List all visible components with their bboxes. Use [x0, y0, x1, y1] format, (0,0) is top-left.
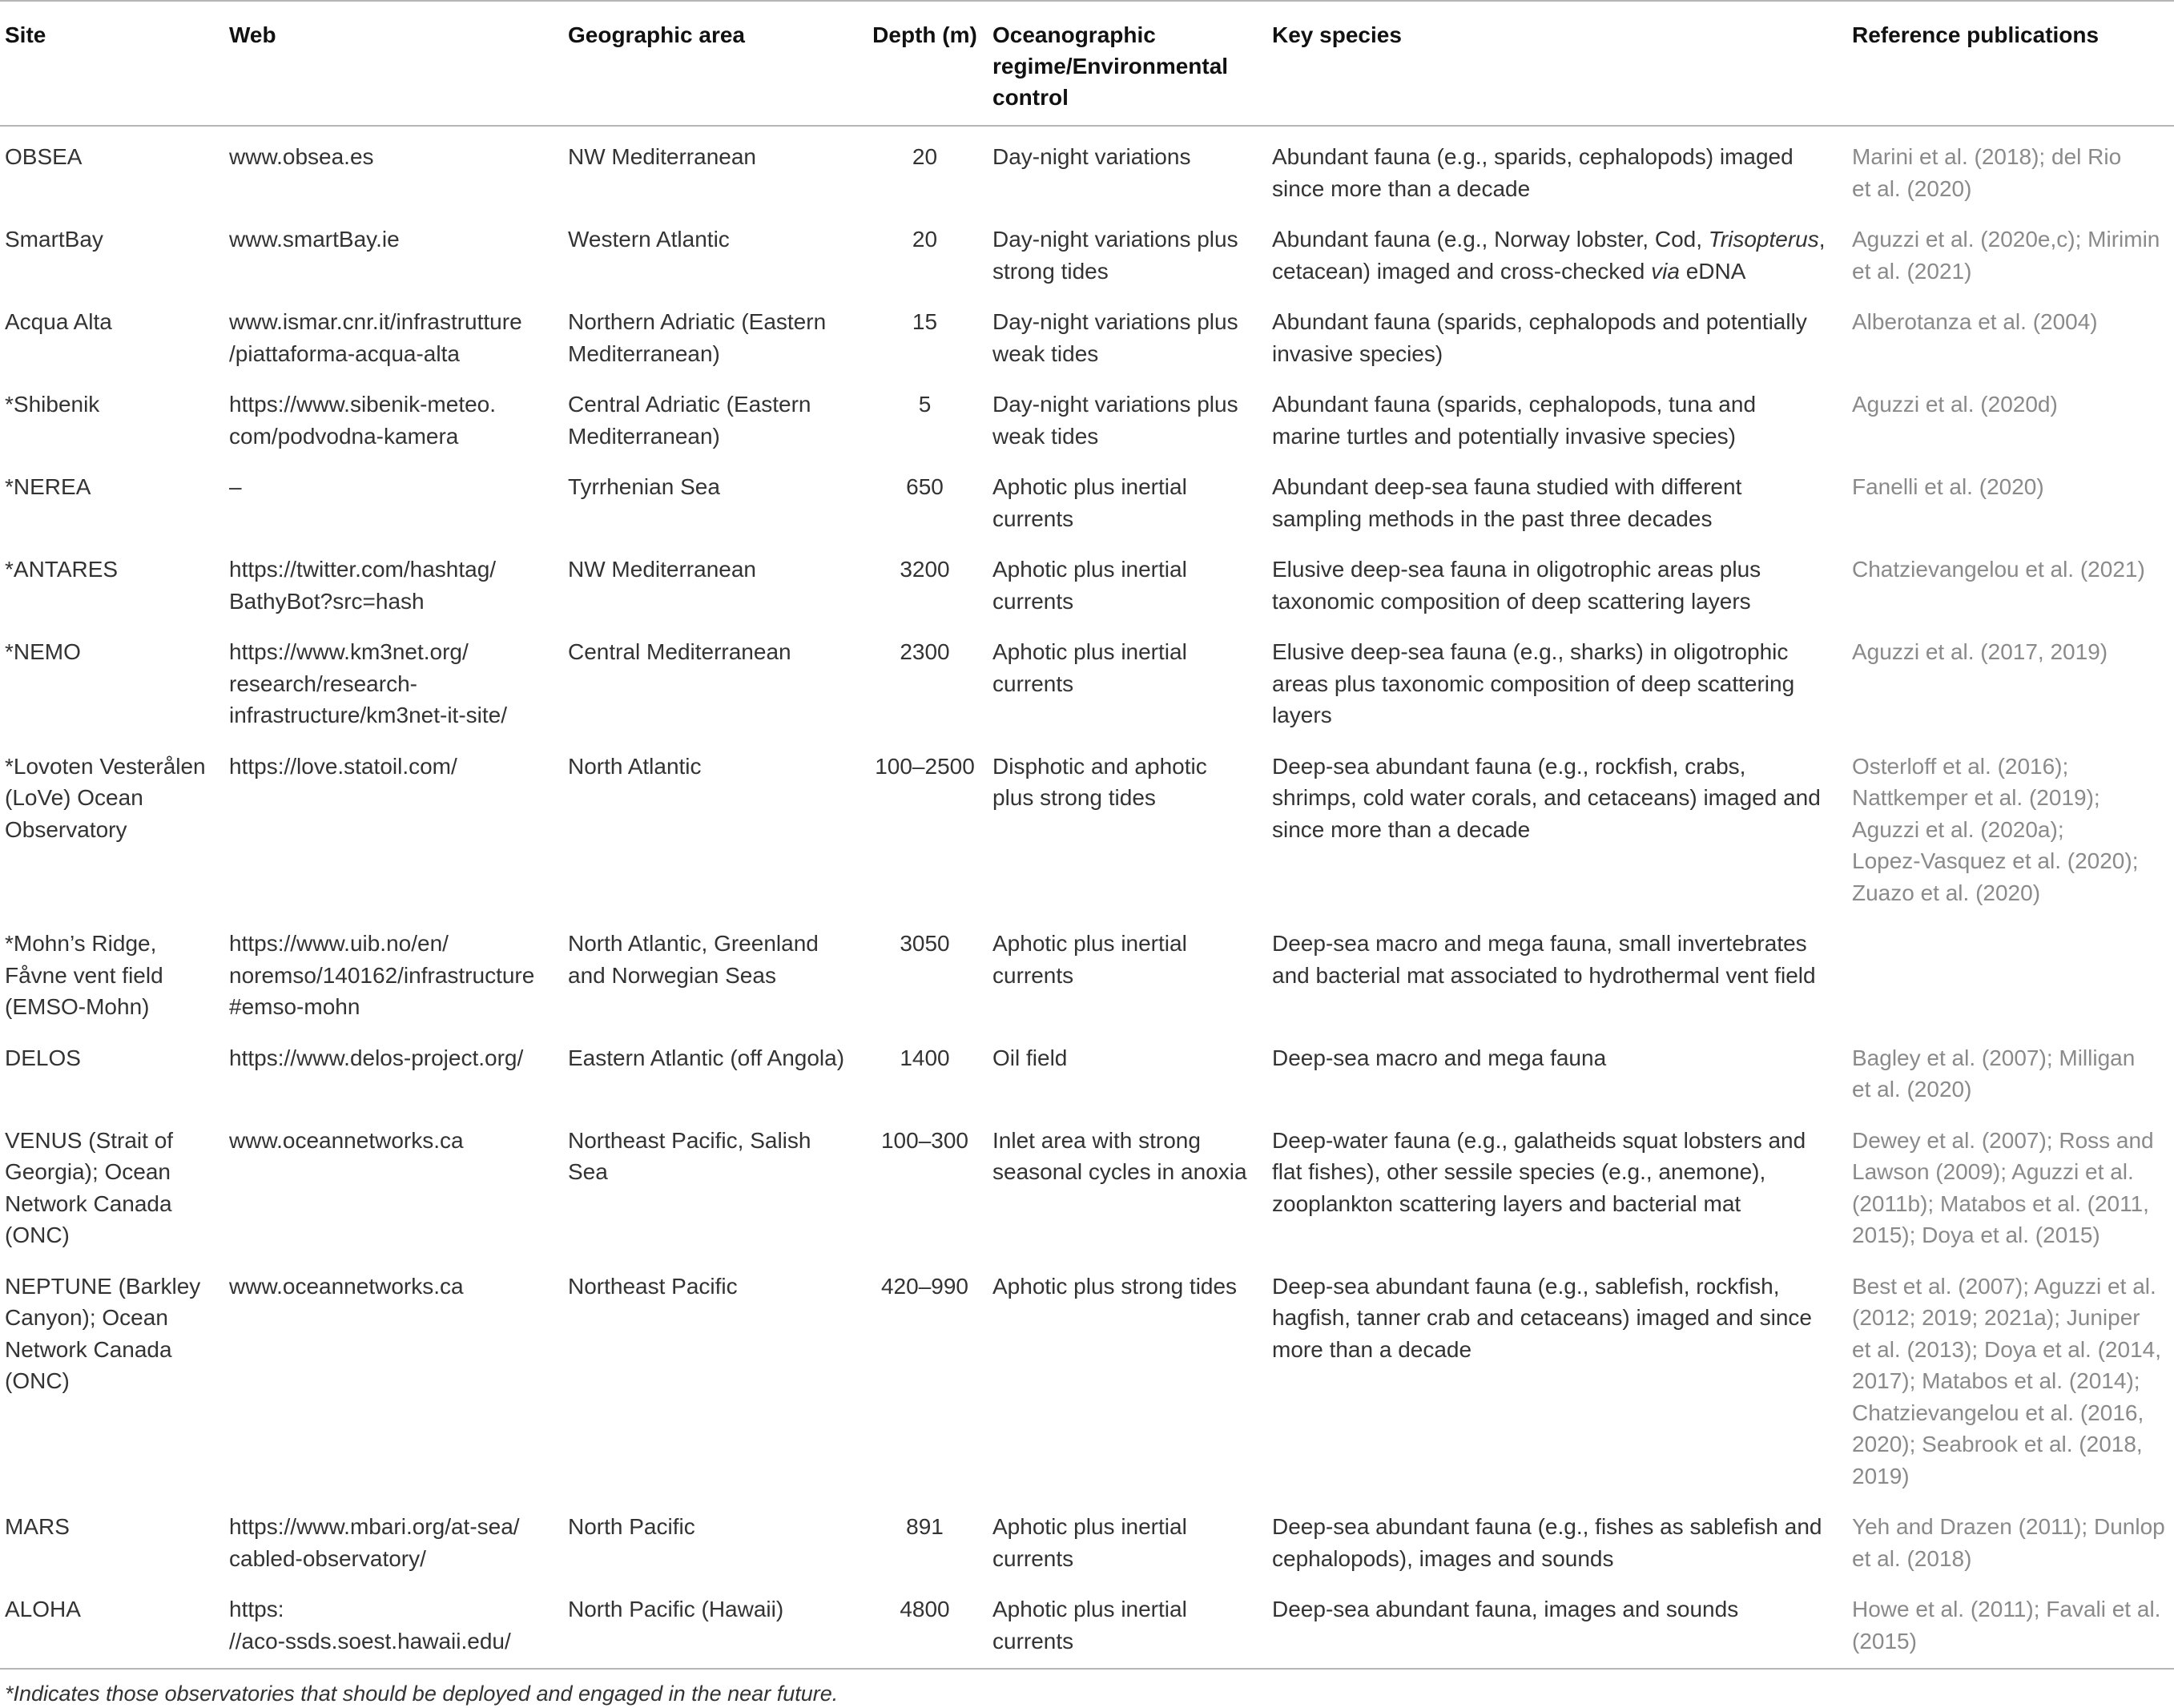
- cell-geographic-area: Northeast Pacific, Salish Sea: [568, 1127, 811, 1184]
- table-header: [0, 1, 2174, 126]
- cell-environmental-control: Aphotic plus inertial currents: [988, 1581, 1267, 1669]
- cell-key-species: Deep-sea abundant fauna (e.g., sablefish, rockfish, hagfish, tanner crab and cetaceans) imaged and since more than a decade: [1272, 1273, 1812, 1362]
- cell-geographic-area: Western Atlantic: [568, 227, 730, 252]
- cell-site: *Lovoten Vesterålen (LoVe) Ocean Observatory: [5, 753, 206, 842]
- cell-references[interactable]: Yeh and Drazen (2011); Dunlop et al. (2018): [1852, 1514, 2165, 1571]
- cell-depth: 4800: [862, 1581, 988, 1669]
- table-footnote: *Indicates those observatories that should be deployed and engaged in the near future.: [5, 1682, 839, 1706]
- cell-key-species: Deep-sea abundant fauna (e.g., rockfish, crabs, shrimps, cold water corals, and cetaceans) imaged and since more than a decade: [1272, 753, 1821, 842]
- species-text: Abundant fauna (e.g., Norway lobster, Cod,: [1272, 227, 1709, 252]
- cell-geographic-area: North Pacific (Hawaii): [563, 1581, 862, 1669]
- cell-key-species: Deep-sea macro and mega fauna, small invertebrates and bacterial mat associated to hydrothermal vent field: [1272, 931, 1816, 988]
- cell-site: NEPTUNE (Barkley Canyon); Ocean Network Canada (ONC): [5, 1273, 201, 1393]
- cell-references[interactable]: Dewey et al. (2007); Ross and Lawson (2009); Aguzzi et al. (2011b); Matabos et al. (2011, 2015); Doya et al. (2015): [1852, 1127, 2154, 1247]
- cell-web-link[interactable]: https://love.statoil.com/: [229, 753, 457, 779]
- cell-site: *Shibenik: [5, 392, 100, 417]
- table-row: [0, 1112, 2174, 1258]
- table-row: [0, 1258, 2174, 1499]
- cell-references: [1847, 915, 2174, 1029]
- table-row: [0, 1581, 2174, 1669]
- cell-environmental-control: Aphotic plus inertial currents: [992, 1514, 1187, 1571]
- cell-depth: 20: [912, 144, 938, 169]
- cell-geographic-area: North Pacific: [568, 1514, 695, 1539]
- header-row: [0, 1, 2174, 126]
- cell-depth: 100–2500: [875, 753, 975, 779]
- cell-key-species: Deep-water fauna (e.g., galatheids squat lobsters and flat fishes), other sessile species (e.g., anemone), zooplankton scattering layers and bacterial mat: [1272, 1127, 1806, 1216]
- cell-web-link[interactable]: https://www.delos-project.org/: [229, 1045, 524, 1070]
- cell-references[interactable]: Best et al. (2007); Aguzzi et al. (2012; 2019; 2021a); Juniper et al. (2013); Doya et al. (2014, 2017); Matabos et al. (2014); Chatzievangelou et al. (2016, 2020); Seabrook et al. (2018, 2019): [1852, 1273, 2161, 1488]
- cell-key-species: [1267, 211, 1847, 293]
- header-key-species: Key species: [1267, 1, 1847, 126]
- cell-depth: 3200: [900, 557, 950, 582]
- cell-depth: 891: [906, 1514, 944, 1539]
- cell-site: DELOS: [5, 1045, 81, 1070]
- cell-site: *ANTARES: [5, 557, 119, 582]
- cell-environmental-control: Aphotic plus inertial currents: [992, 931, 1187, 988]
- cell-key-species: Elusive deep-sea fauna in oligotrophic areas plus taxonomic composition of deep scattering layers: [1272, 557, 1761, 614]
- cell-geographic-area: North Atlantic: [568, 753, 702, 779]
- cell-site: OBSEA: [5, 144, 83, 169]
- cell-key-species: Deep-sea abundant fauna (e.g., fishes as sablefish and cephalopods), images and sounds: [1272, 1514, 1822, 1571]
- cell-references[interactable]: Howe et al. (2011); Favali et al. (2015): [1847, 1581, 2174, 1669]
- cell-geographic-area: Northern Adriatic (Eastern Mediterranean): [568, 309, 827, 366]
- cell-site: MARS: [5, 1514, 70, 1539]
- table-row: [0, 126, 2174, 211]
- cell-web-link[interactable]: https://www.sibenik-meteo. com/podvodna-kamera: [229, 392, 497, 449]
- cell-references[interactable]: Fanelli et al. (2020): [1852, 474, 2044, 499]
- cell-geographic-area: Eastern Atlantic (off Angola): [568, 1045, 845, 1070]
- header-geographic-area: Geographic area: [563, 1, 862, 126]
- cell-references[interactable]: Aguzzi et al. (2020d): [1852, 392, 2058, 417]
- cell-environmental-control: Aphotic plus inertial currents: [992, 557, 1187, 614]
- cell-depth: 2300: [900, 639, 950, 664]
- cell-environmental-control: Disphotic and aphotic plus strong tides: [992, 753, 1207, 810]
- table-body: [0, 126, 2174, 1669]
- cell-environmental-control: Aphotic plus inertial currents: [992, 474, 1187, 531]
- cell-references[interactable]: Aguzzi et al. (2017, 2019): [1852, 639, 2108, 664]
- cell-web-link: –: [229, 474, 242, 499]
- cell-depth: 3050: [900, 931, 950, 956]
- cell-environmental-control: Oil field: [992, 1045, 1068, 1070]
- species-italic-via: via: [1651, 258, 1680, 284]
- cell-depth: 1400: [900, 1045, 950, 1070]
- species-italic-genus: Trisopterus: [1708, 227, 1819, 252]
- cell-depth: 20: [912, 227, 938, 252]
- cell-key-species: Abundant fauna (sparids, cephalopods, tuna and marine turtles and potentially invasive species): [1272, 392, 1757, 449]
- cell-environmental-control: Aphotic plus inertial currents: [992, 639, 1187, 696]
- cell-key-species: Abundant deep-sea fauna studied with different sampling methods in the past three decades: [1272, 474, 1742, 531]
- header-depth: Depth (m): [862, 1, 988, 126]
- table-row: [0, 738, 2174, 916]
- table-row: [0, 1029, 2174, 1112]
- cell-key-species: Abundant fauna (sparids, cephalopods and potentially invasive species): [1272, 309, 1807, 366]
- cell-site: ALOHA: [0, 1581, 224, 1669]
- table-row: [0, 211, 2174, 293]
- header-reference-publications: Reference publications: [1847, 1, 2174, 126]
- cell-web-link[interactable]: https://www.km3net.org/ research/research- infrastructure/km3net-it-site/: [229, 639, 507, 727]
- cell-geographic-area: NW Mediterranean: [568, 144, 756, 169]
- table-row: [0, 1498, 2174, 1581]
- table-row: [0, 623, 2174, 738]
- cell-environmental-control: Inlet area with strong seasonal cycles in anoxia: [992, 1127, 1247, 1184]
- cell-geographic-area: Northeast Pacific: [568, 1273, 738, 1299]
- cell-site: *NEREA: [5, 474, 91, 499]
- table-row: [0, 376, 2174, 458]
- cell-site: *NEMO: [5, 639, 81, 664]
- cell-key-species: Deep-sea macro and mega fauna: [1272, 1045, 1607, 1070]
- cell-depth: 15: [912, 309, 938, 334]
- cell-web-link[interactable]: www.obsea.es: [229, 144, 374, 169]
- cell-references[interactable]: Osterloff et al. (2016); Nattkemper et al. (2019); Aguzzi et al. (2020a); Lopez-Vasquez et al. (2020); Zuazo et al. (2020): [1852, 753, 2139, 905]
- header-site: Site: [0, 1, 224, 126]
- cell-site: Acqua Alta: [5, 309, 112, 334]
- cell-web-link[interactable]: www.ismar.cnr.it/infrastrutture /piattaforma-acqua-alta: [229, 309, 522, 366]
- cell-key-species: Deep-sea abundant fauna, images and sounds: [1267, 1581, 1847, 1669]
- cell-references[interactable]: Chatzievangelou et al. (2021): [1852, 557, 2145, 582]
- cell-depth: 5: [918, 392, 932, 417]
- cell-depth: 420–990: [880, 1273, 968, 1299]
- header-oceanographic-regime: Oceanographic regime/Environmental control: [988, 1, 1267, 126]
- cell-references[interactable]: Alberotanza et al. (2004): [1852, 309, 2098, 334]
- cell-geographic-area: Central Mediterranean: [568, 639, 791, 664]
- cell-environmental-control: Day-night variations plus weak tides: [992, 309, 1238, 366]
- cell-site: *Mohn’s Ridge, Fåvne vent field (EMSO-Mohn): [5, 931, 163, 1019]
- cell-depth: 100–300: [880, 1127, 968, 1153]
- table-row: [0, 293, 2174, 376]
- cell-geographic-area: North Atlantic, Greenland and Norwegian Seas: [568, 931, 819, 988]
- cell-key-species: Abundant fauna (e.g., sparids, cephalopods) imaged since more than a decade: [1272, 144, 1794, 201]
- cell-geographic-area: Tyrrhenian Sea: [568, 474, 720, 499]
- header-web: Web: [224, 1, 563, 126]
- table-row: [0, 915, 2174, 1029]
- cell-site: SmartBay: [5, 227, 103, 252]
- cell-references[interactable]: Aguzzi et al. (2020e,c); Mirimin et al. (2021): [1852, 227, 2160, 284]
- cell-web-link[interactable]: www.oceannetworks.ca: [229, 1273, 464, 1299]
- cell-environmental-control: Day-night variations: [992, 144, 1191, 169]
- cell-environmental-control: Day-night variations plus strong tides: [992, 227, 1238, 284]
- cell-environmental-control: Day-night variations plus weak tides: [992, 392, 1238, 449]
- cell-web-link[interactable]: https://twitter.com/hashtag/ BathyBot?src=hash: [229, 557, 497, 614]
- cell-environmental-control: Aphotic plus strong tides: [992, 1273, 1238, 1299]
- cell-geographic-area: NW Mediterranean: [568, 557, 756, 582]
- table-row: [0, 541, 2174, 623]
- species-text: , cetacean) imaged and cross-checked: [1272, 227, 1826, 284]
- cell-references[interactable]: Bagley et al. (2007); Milligan et al. (2020): [1852, 1045, 2136, 1102]
- cell-site: VENUS (Strait of Georgia); Ocean Network Canada (ONC): [5, 1127, 174, 1247]
- cell-depth: 650: [906, 474, 944, 499]
- cell-geographic-area: Central Adriatic (Eastern Mediterranean): [568, 392, 811, 449]
- cell-references[interactable]: Marini et al. (2018); del Rio et al. (2020): [1852, 144, 2122, 201]
- cell-web-link[interactable]: www.smartBay.ie: [229, 227, 400, 252]
- cell-web-link[interactable]: https://www.mbari.org/at-sea/ cabled-observatory/: [229, 1514, 520, 1571]
- cell-web-link[interactable]: https://www.uib.no/en/ noremso/140162/infrastructure #emso-mohn: [229, 931, 535, 1019]
- cell-web-link[interactable]: https: //aco-ssds.soest.hawaii.edu/: [224, 1581, 563, 1669]
- cell-key-species: Elusive deep-sea fauna (e.g., sharks) in oligotrophic areas plus taxonomic composition of deep scattering layers: [1272, 639, 1795, 727]
- table-row: [0, 458, 2174, 541]
- species-text: eDNA: [1679, 258, 1746, 284]
- cell-web-link[interactable]: www.oceannetworks.ca: [229, 1127, 464, 1153]
